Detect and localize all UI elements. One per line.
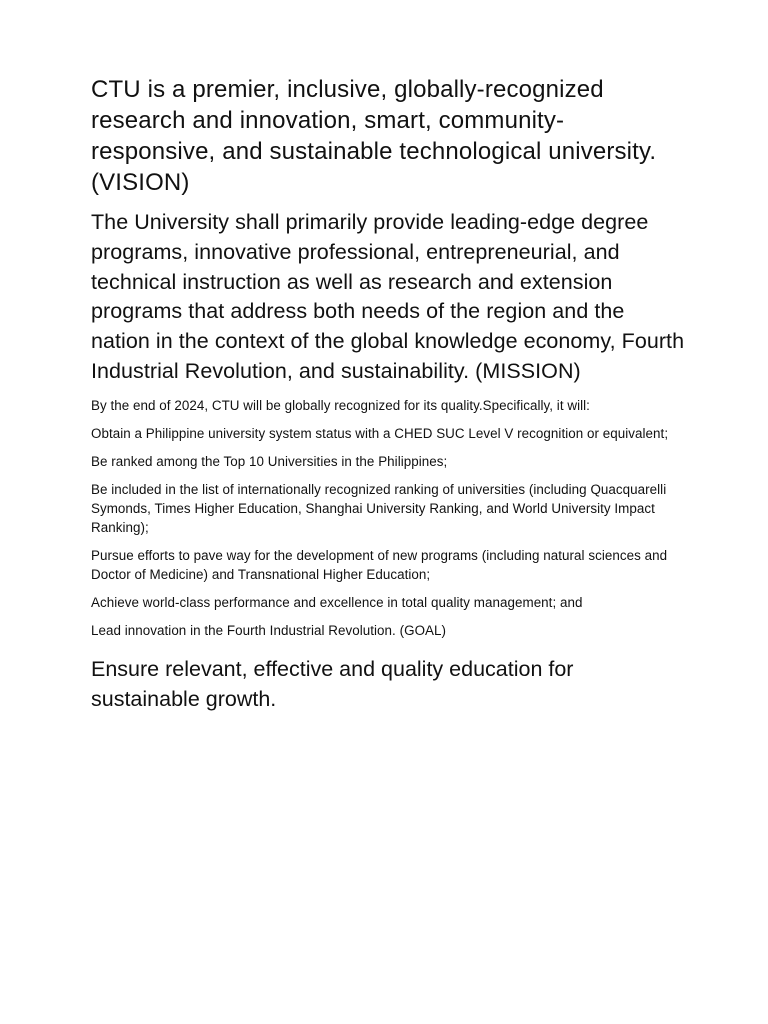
mission-statement: The University shall primarily provide leading-edge degree programs, innovative professional, entrepreneurial, and technical instruction as well as research and extension programs that address both needs of the region and the nation in the context of the global knowledge economy, Fourth Industrial Revolution, and sustainability. (MISSION) <box>91 210 685 383</box>
vision-statement: CTU is a premier, inclusive, globally-recognized research and innovation, smart, community-responsive, and sustainable technological university. (VISION) <box>91 76 657 196</box>
goal-intro: By the end of 2024, CTU will be globally recognized for its quality.Specifically, it will: <box>91 397 590 413</box>
closing-statement: Ensure relevant, effective and quality education for sustainable growth. <box>91 656 574 711</box>
goal-item-new-programs: Pursue efforts to pave way for the development of new programs (including natural sciences and Doctor of Medicine) and Transnational Higher Education; <box>91 548 668 582</box>
goal-item-university-status: Obtain a Philippine university system status with a CHED SUC Level V recognition or equivalent; <box>91 425 669 441</box>
goals-list <box>91 397 688 641</box>
goal-item-top-10-ranking: Be ranked among the Top 10 Universities in the Philippines; <box>91 454 448 470</box>
goal-item-fourth-industrial-revolution: Lead innovation in the Fourth Industrial Revolution. (GOAL) <box>91 623 447 639</box>
goal-item-quality-management: Achieve world-class performance and excellence in total quality management; and <box>91 594 583 610</box>
goal-item-international-ranking: Be included in the list of internationally recognized ranking of universities (including Quacquarelli Symonds, Times Higher Education, Shanghai University Ranking, and World University Impact Ranking); <box>91 482 667 535</box>
